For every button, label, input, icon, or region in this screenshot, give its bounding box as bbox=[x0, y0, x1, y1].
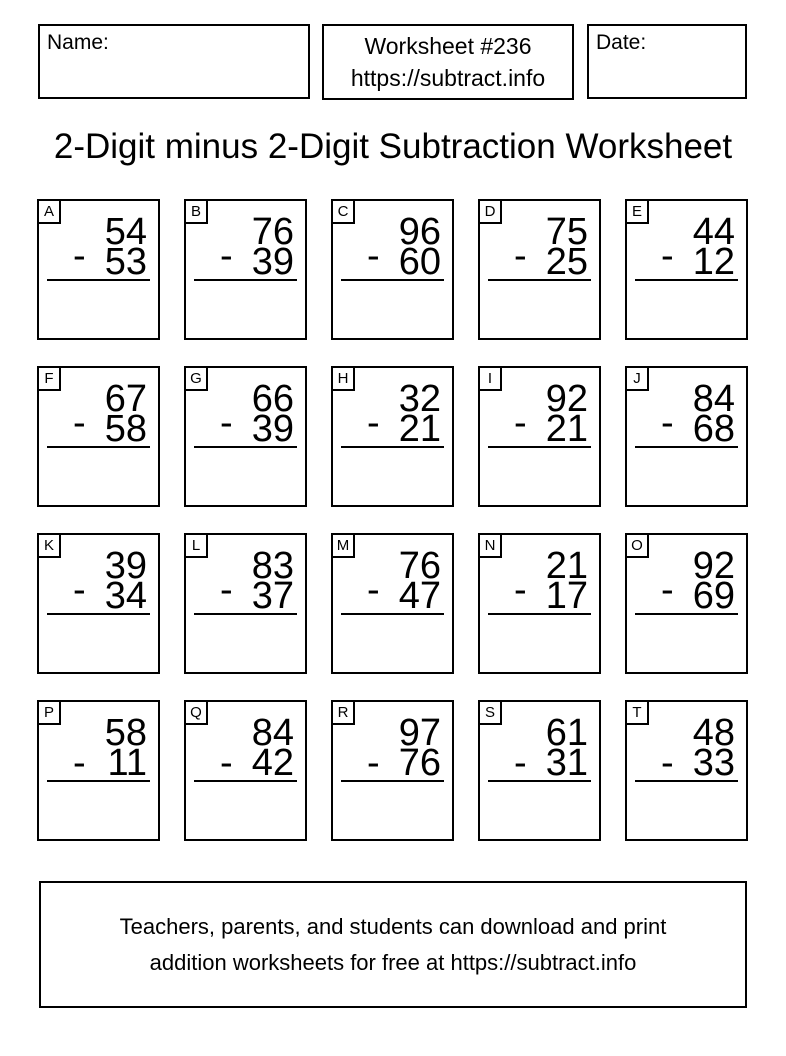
answer-space[interactable] bbox=[41, 784, 156, 837]
answer-space[interactable] bbox=[482, 450, 597, 503]
name-label: Name: bbox=[47, 31, 109, 54]
date-label: Date: bbox=[596, 31, 647, 54]
minuend: 66 bbox=[251, 378, 294, 420]
answer-line bbox=[635, 613, 738, 615]
answer-space[interactable] bbox=[335, 283, 450, 336]
page-title: 2-Digit minus 2-Digit Subtraction Worksheet bbox=[53, 127, 733, 166]
problem-cell bbox=[331, 533, 454, 674]
minus-operator: - bbox=[220, 569, 233, 611]
problem-label: T bbox=[625, 700, 649, 725]
subtraction-row bbox=[186, 235, 305, 283]
answer-line bbox=[341, 613, 444, 615]
minus-operator: - bbox=[661, 742, 674, 784]
answer-line bbox=[635, 279, 738, 281]
subtrahend: 21 bbox=[545, 408, 588, 450]
subtrahend: 53 bbox=[104, 241, 147, 283]
minuend: 83 bbox=[251, 545, 294, 587]
problem-label: B bbox=[184, 199, 208, 224]
problem-label: Q bbox=[184, 700, 208, 725]
subtraction-row bbox=[39, 569, 158, 617]
subtraction-row bbox=[39, 742, 158, 784]
minus-operator: - bbox=[73, 402, 86, 444]
problem-label: S bbox=[478, 700, 502, 725]
minus-operator: - bbox=[367, 742, 380, 784]
minus-operator: - bbox=[514, 402, 527, 444]
minuend: 39 bbox=[104, 545, 147, 587]
minuend: 58 bbox=[104, 712, 147, 754]
subtrahend: 25 bbox=[545, 241, 588, 283]
problem-label: L bbox=[184, 533, 208, 558]
minuend: 48 bbox=[692, 712, 735, 754]
problem-label: G bbox=[184, 366, 208, 391]
worksheet-url: https://subtract.info bbox=[350, 65, 546, 91]
problem-cell bbox=[37, 700, 160, 841]
subtrahend: 76 bbox=[398, 742, 441, 784]
subtraction-row bbox=[333, 742, 452, 784]
problem-cell bbox=[331, 199, 454, 340]
answer-line bbox=[47, 279, 150, 281]
minuend: 92 bbox=[545, 378, 588, 420]
problem-cell bbox=[37, 366, 160, 507]
answer-line bbox=[194, 780, 297, 782]
problems-grid bbox=[37, 199, 748, 841]
answer-space[interactable] bbox=[188, 450, 303, 503]
subtrahend: 17 bbox=[545, 575, 588, 617]
problem-cell bbox=[478, 533, 601, 674]
problem-cell bbox=[625, 700, 748, 841]
problem-cell bbox=[184, 366, 307, 507]
problem-cell bbox=[37, 533, 160, 674]
minus-operator: - bbox=[514, 742, 527, 784]
problem-cell bbox=[184, 533, 307, 674]
subtrahend: 68 bbox=[692, 408, 735, 450]
minus-operator: - bbox=[73, 742, 86, 784]
subtrahend: 21 bbox=[398, 408, 441, 450]
minuend: 76 bbox=[398, 545, 441, 587]
minuend: 96 bbox=[398, 211, 441, 253]
subtraction-row bbox=[627, 402, 746, 450]
answer-line bbox=[488, 446, 591, 448]
subtraction-row bbox=[186, 742, 305, 784]
problem-cell bbox=[478, 366, 601, 507]
subtraction-row bbox=[186, 402, 305, 450]
subtraction-row bbox=[627, 742, 746, 784]
footer-line1: Teachers, parents, and students can download and print bbox=[119, 913, 667, 939]
answer-space[interactable] bbox=[629, 283, 744, 336]
problem-label: M bbox=[331, 533, 355, 558]
answer-space[interactable] bbox=[629, 784, 744, 837]
minuend: 76 bbox=[251, 211, 294, 253]
minus-operator: - bbox=[220, 235, 233, 277]
answer-line bbox=[47, 446, 150, 448]
minuend: 92 bbox=[692, 545, 735, 587]
answer-line bbox=[47, 780, 150, 782]
subtrahend: 11 bbox=[107, 742, 147, 784]
minuend: 44 bbox=[692, 211, 735, 253]
subtrahend: 33 bbox=[692, 742, 735, 784]
subtrahend: 37 bbox=[251, 575, 294, 617]
problem-cell bbox=[478, 700, 601, 841]
minus-operator: - bbox=[514, 235, 527, 277]
answer-line bbox=[488, 780, 591, 782]
problem-cell bbox=[184, 700, 307, 841]
subtraction-row bbox=[480, 569, 599, 617]
problem-cell bbox=[478, 199, 601, 340]
minuend: 84 bbox=[692, 378, 735, 420]
minuend: 84 bbox=[251, 712, 294, 754]
problem-cell bbox=[331, 700, 454, 841]
problem-label: C bbox=[331, 199, 355, 224]
footer-box bbox=[39, 881, 747, 1008]
subtrahend: 39 bbox=[251, 241, 294, 283]
subtraction-row bbox=[333, 569, 452, 617]
minuend: 67 bbox=[104, 378, 147, 420]
problem-label: F bbox=[37, 366, 61, 391]
subtraction-row bbox=[39, 235, 158, 283]
minuend: 32 bbox=[398, 378, 441, 420]
problem-label: A bbox=[37, 199, 61, 224]
worksheet-number: Worksheet #236 bbox=[364, 33, 532, 59]
answer-space[interactable] bbox=[188, 283, 303, 336]
answer-line bbox=[341, 780, 444, 782]
answer-line bbox=[488, 279, 591, 281]
subtraction-row bbox=[333, 402, 452, 450]
answer-space[interactable] bbox=[482, 283, 597, 336]
subtrahend: 12 bbox=[692, 241, 735, 283]
answer-space[interactable] bbox=[482, 784, 597, 837]
answer-space[interactable] bbox=[41, 283, 156, 336]
problem-label: R bbox=[331, 700, 355, 725]
answer-space[interactable] bbox=[41, 450, 156, 503]
subtrahend: 47 bbox=[398, 575, 441, 617]
answer-space[interactable] bbox=[629, 450, 744, 503]
minus-operator: - bbox=[514, 569, 527, 611]
subtraction-row bbox=[480, 235, 599, 283]
problem-cell bbox=[625, 366, 748, 507]
subtrahend: 31 bbox=[545, 742, 588, 784]
subtraction-row bbox=[186, 569, 305, 617]
answer-space[interactable] bbox=[335, 784, 450, 837]
answer-line bbox=[635, 446, 738, 448]
problem-label: O bbox=[625, 533, 649, 558]
subtrahend: 34 bbox=[104, 575, 147, 617]
answer-line bbox=[341, 279, 444, 281]
problem-cell bbox=[331, 366, 454, 507]
subtraction-row bbox=[39, 402, 158, 450]
problem-label: D bbox=[478, 199, 502, 224]
minuend: 61 bbox=[545, 712, 588, 754]
problem-label: N bbox=[478, 533, 502, 558]
minus-operator: - bbox=[220, 742, 233, 784]
answer-line bbox=[635, 780, 738, 782]
minus-operator: - bbox=[220, 402, 233, 444]
minuend: 75 bbox=[545, 211, 588, 253]
answer-line bbox=[47, 613, 150, 615]
subtraction-row bbox=[480, 742, 599, 784]
problem-label: J bbox=[625, 366, 649, 391]
answer-space[interactable] bbox=[482, 617, 597, 670]
subtrahend: 42 bbox=[251, 742, 294, 784]
minus-operator: - bbox=[367, 569, 380, 611]
answer-line bbox=[194, 279, 297, 281]
answer-space[interactable] bbox=[335, 617, 450, 670]
subtraction-row bbox=[333, 235, 452, 283]
answer-line bbox=[194, 613, 297, 615]
footer-line2: addition worksheets for free at https://subtract.info bbox=[149, 949, 637, 975]
subtrahend: 58 bbox=[104, 408, 147, 450]
minuend: 97 bbox=[398, 712, 441, 754]
minus-operator: - bbox=[73, 235, 86, 277]
answer-space[interactable] bbox=[188, 617, 303, 670]
date-field-box[interactable] bbox=[587, 24, 747, 99]
answer-space[interactable] bbox=[41, 617, 156, 670]
problem-label: K bbox=[37, 533, 61, 558]
answer-line bbox=[194, 446, 297, 448]
answer-line bbox=[488, 613, 591, 615]
problem-cell bbox=[37, 199, 160, 340]
subtraction-row bbox=[627, 235, 746, 283]
answer-space[interactable] bbox=[629, 617, 744, 670]
minus-operator: - bbox=[661, 402, 674, 444]
worksheet-info-box bbox=[322, 24, 574, 100]
minus-operator: - bbox=[367, 235, 380, 277]
problem-cell bbox=[625, 533, 748, 674]
answer-space[interactable] bbox=[335, 450, 450, 503]
minus-operator: - bbox=[73, 569, 86, 611]
minus-operator: - bbox=[661, 235, 674, 277]
subtraction-row bbox=[480, 402, 599, 450]
problem-label: I bbox=[478, 366, 502, 391]
name-field-box[interactable] bbox=[38, 24, 310, 99]
subtraction-row bbox=[627, 569, 746, 617]
answer-space[interactable] bbox=[188, 784, 303, 837]
problem-cell bbox=[184, 199, 307, 340]
minus-operator: - bbox=[661, 569, 674, 611]
subtrahend: 69 bbox=[692, 575, 735, 617]
subtrahend: 39 bbox=[251, 408, 294, 450]
problem-label: P bbox=[37, 700, 61, 725]
answer-line bbox=[341, 446, 444, 448]
problem-label: H bbox=[331, 366, 355, 391]
problem-cell bbox=[625, 199, 748, 340]
minuend: 54 bbox=[104, 211, 147, 253]
minus-operator: - bbox=[367, 402, 380, 444]
problem-label: E bbox=[625, 199, 649, 224]
subtrahend: 60 bbox=[398, 241, 441, 283]
minuend: 21 bbox=[545, 545, 588, 587]
